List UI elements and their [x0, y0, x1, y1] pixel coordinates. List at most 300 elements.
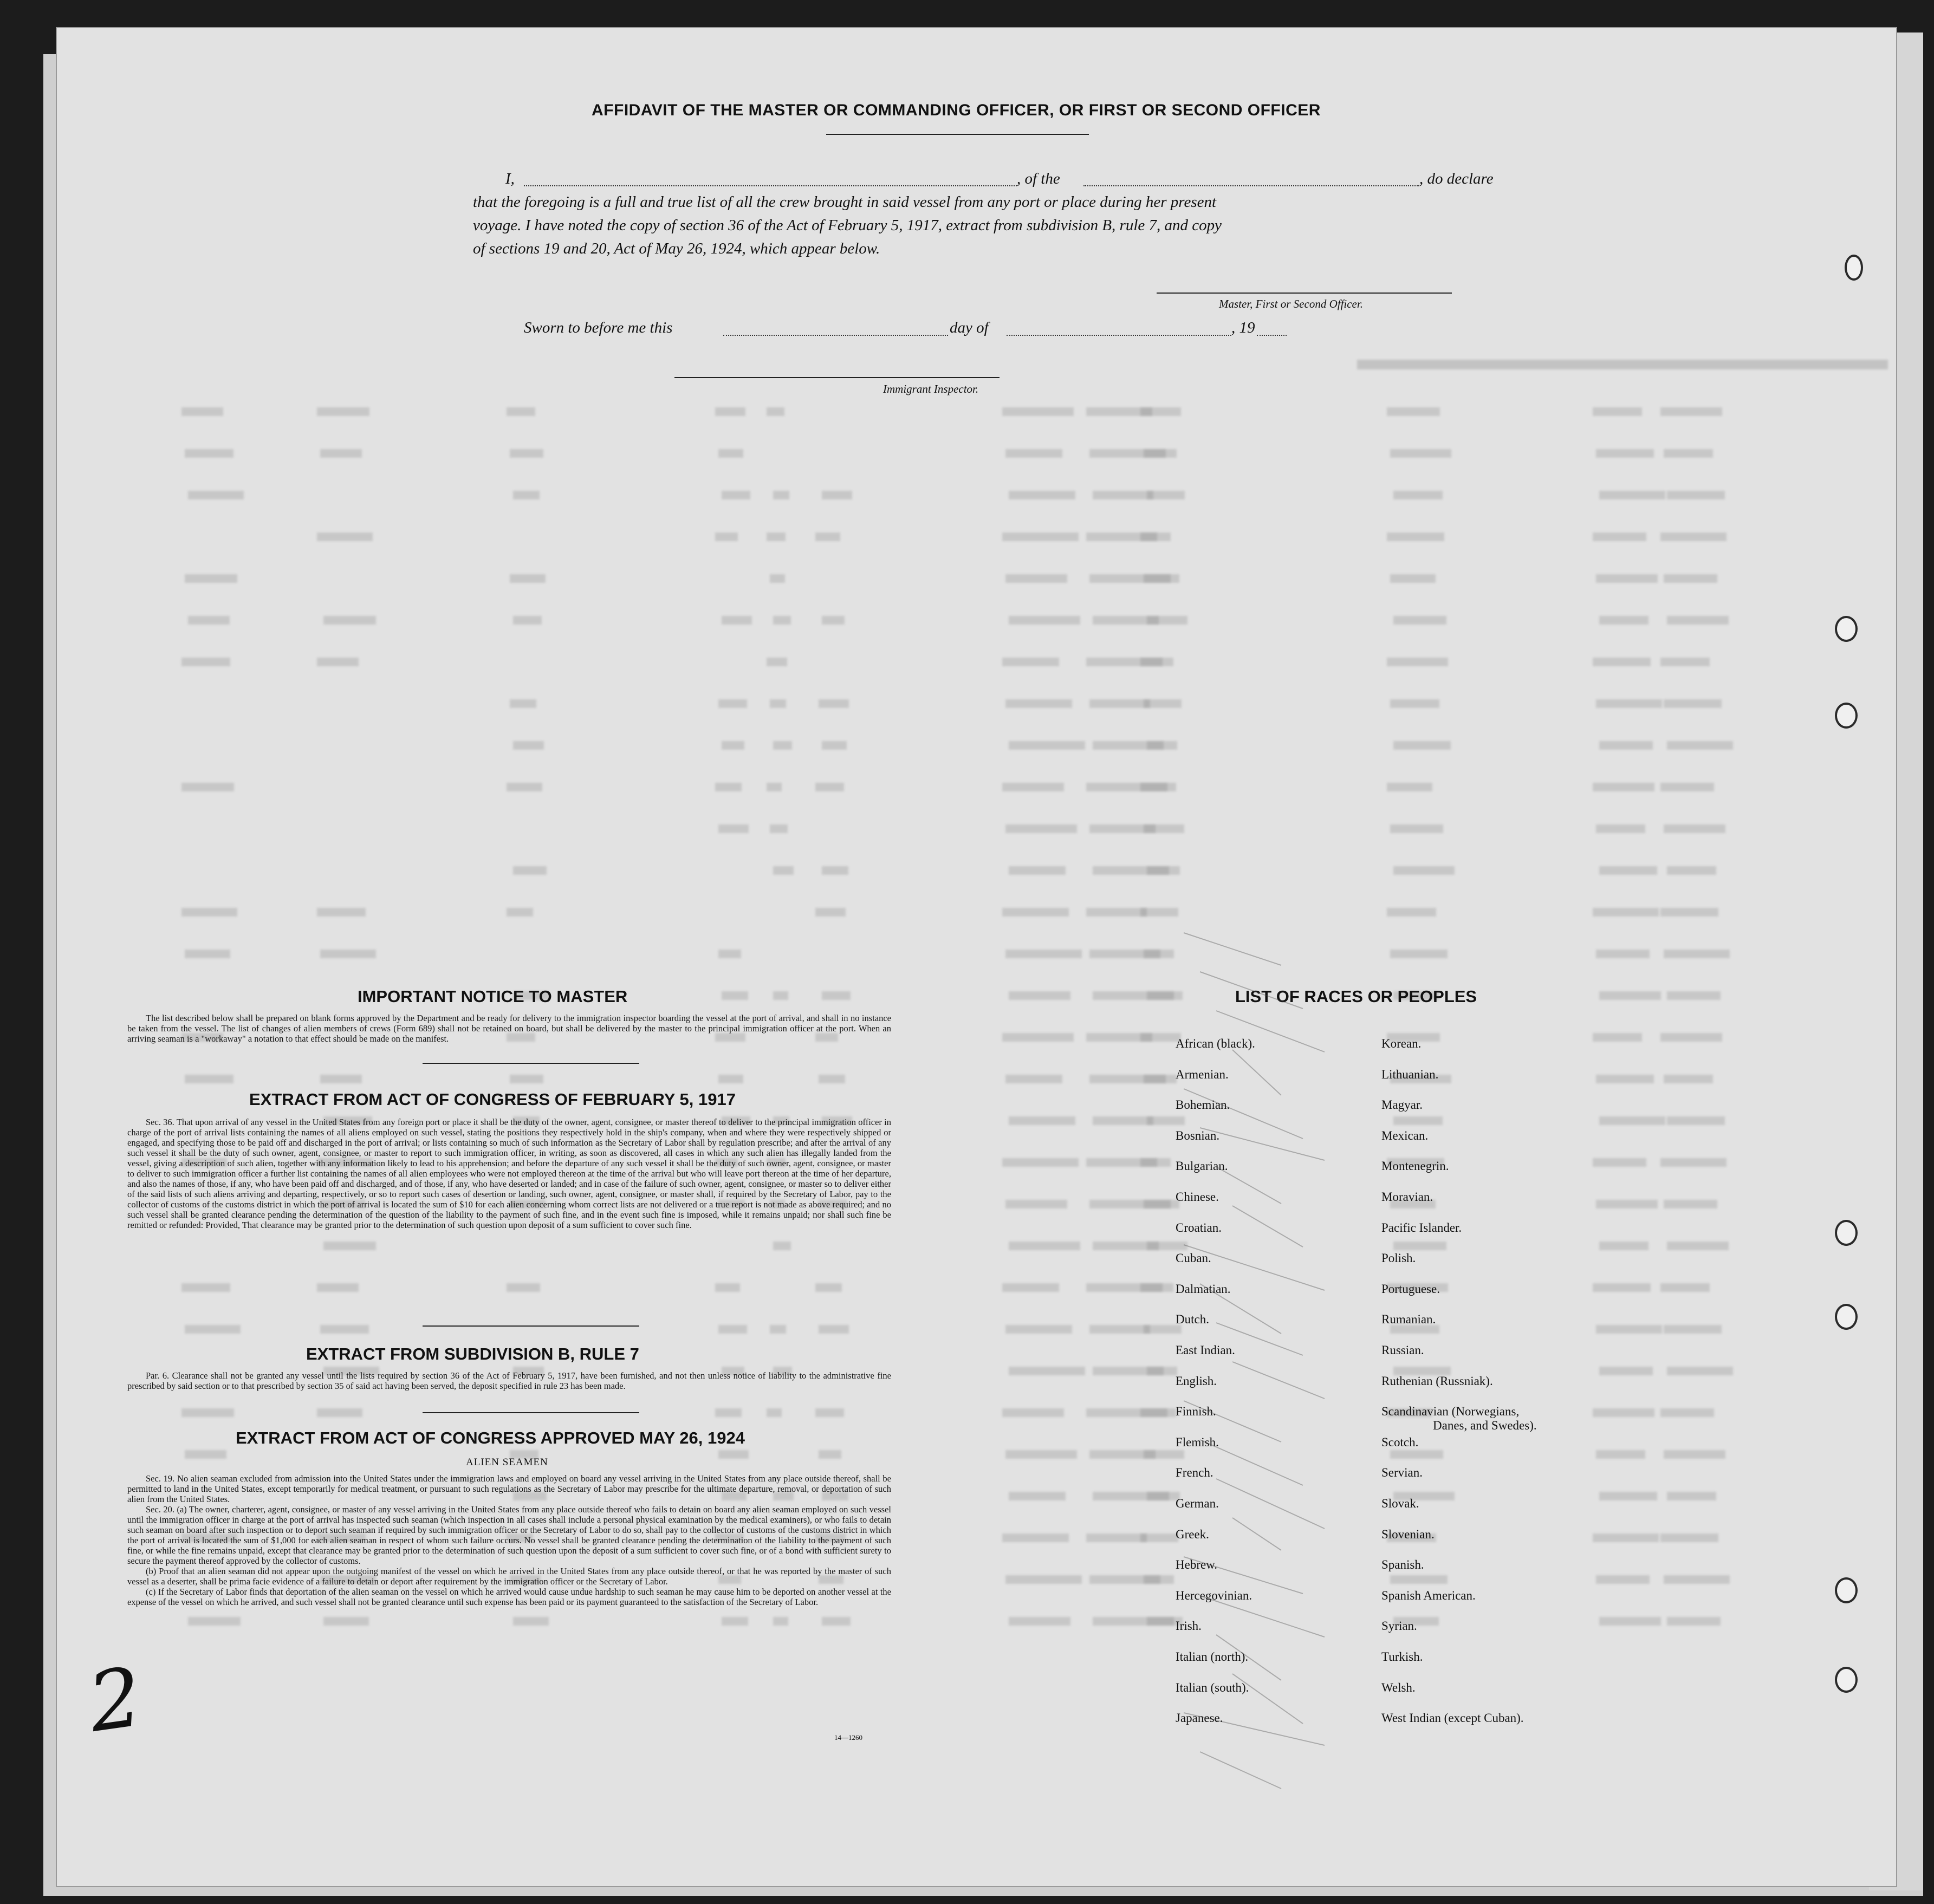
sec-20c-paragraph: (c) If the Secretary of Labor finds that deportation of the alien seaman on the vessel on which he arrived would cause undue hardship to such seaman he may cause him to be deported on another vessel at the expense of the vessel on which he arrived, and such vessel shall not be granted clearance until such expense has been paid or its payment guaranteed to the satisfaction of the Secretary of Labor.: [127, 1587, 891, 1607]
bleed-through-mark: [320, 1325, 369, 1334]
bleed-through-mark: [185, 1450, 226, 1459]
race-item: West Indian (except Cuban).: [1381, 1711, 1524, 1725]
bleed-through-mark: [1599, 616, 1649, 625]
bleed-through-mark: [822, 491, 852, 499]
year-label: , 19: [1231, 319, 1255, 336]
bleed-through-mark: [1593, 1283, 1651, 1292]
bleed-through-mark: [1596, 574, 1658, 583]
alien-seamen-subtitle: ALIEN SEAMEN: [466, 1457, 548, 1468]
race-item: Spanish.: [1381, 1558, 1424, 1572]
punch-hole: [1835, 1667, 1858, 1693]
bleed-through-mark: [1387, 532, 1444, 541]
bleed-through-mark: [188, 1617, 241, 1626]
bleed-through-mark: [1660, 908, 1718, 917]
sworn-month-blank[interactable]: [1007, 335, 1231, 336]
bleed-through-mark: [1596, 1450, 1645, 1459]
bleed-through-mark: [773, 741, 792, 750]
bleed-through-mark: [317, 658, 359, 666]
bleed-through-mark: [1599, 741, 1653, 750]
extract-1924-body: [127, 1473, 891, 1607]
title-underline: [826, 134, 1089, 135]
pencil-stroke: [1232, 1206, 1303, 1247]
bleed-through-mark: [317, 1408, 362, 1417]
bleed-through-mark: [1093, 491, 1153, 499]
bleed-through-mark: [815, 1408, 844, 1417]
bleed-through-mark: [323, 616, 376, 625]
bleed-through-mark: [718, 824, 749, 833]
bleed-through-mark: [1599, 491, 1665, 499]
bleed-through-mark: [715, 1283, 740, 1292]
race-item: Montenegrin.: [1381, 1159, 1449, 1173]
bleed-through-mark: [188, 491, 244, 499]
bleed-through-mark: [1387, 908, 1436, 917]
bleed-through-mark: [1667, 741, 1733, 750]
bleed-through-mark: [510, 574, 546, 583]
bleed-through-mark: [507, 908, 533, 917]
pencil-stroke: [1184, 933, 1281, 965]
race-item: German.: [1176, 1497, 1219, 1510]
pencil-stroke: [1200, 1752, 1281, 1789]
race-item: Bosnian.: [1176, 1128, 1220, 1142]
bleed-through-mark: [1086, 908, 1147, 917]
pencil-stroke: [1216, 1011, 1325, 1052]
race-item: Croatian.: [1176, 1220, 1222, 1234]
race-item: Welsh.: [1381, 1680, 1416, 1694]
bleed-through-mark: [715, 1408, 742, 1417]
section-divider: [423, 1325, 639, 1327]
bleed-through-mark: [1599, 866, 1657, 875]
race-item: Polish.: [1381, 1251, 1416, 1265]
signature-line[interactable]: [1157, 293, 1452, 294]
race-item: Bohemian.: [1176, 1098, 1230, 1112]
rule-7-title: EXTRACT FROM SUBDIVISION B, RULE 7: [306, 1344, 639, 1363]
bleed-through-mark: [1667, 866, 1716, 875]
race-item: Portuguese.: [1381, 1282, 1440, 1296]
bleed-through-mark: [822, 991, 851, 1000]
bleed-through-mark: [185, 1325, 241, 1334]
bleed-through-mark: [1596, 1200, 1658, 1208]
pencil-stroke: [1200, 1596, 1325, 1637]
bleed-through-mark: [1660, 532, 1727, 541]
bleed-through-mark: [773, 866, 794, 875]
bleed-through-mark: [181, 908, 237, 917]
bleed-through-mark: [1002, 658, 1059, 666]
bleed-through-mark: [510, 449, 543, 458]
bleed-through-mark: [507, 1283, 540, 1292]
bleed-through-mark: [1390, 824, 1443, 833]
par-6-paragraph: Par. 6. Clearance shall not be granted any vessel until the lists required by section 36 of the Act of February 5, 1917, have been furnished, and not then unless notice of liability to the administrative fine prescribed by said section or to that prescribed by section 35 of said act having been served, the deposit specified in rule 23 has been made.: [127, 1370, 891, 1391]
affidavit-line-4: of sections 19 and 20, Act of May 26, 1924, which appear below.: [473, 240, 880, 257]
bleed-through-mark: [715, 783, 742, 791]
punch-hole: [1835, 1304, 1858, 1330]
sec-20a-paragraph: Sec. 20. (a) The owner, charterer, agent, consignee, or master of any vessel arriving in the United States from any place outside thereof who fails to detain on board any alien seaman employed on such vessel until the immigration officer in charge at the port of arrival has inspected such seaman (which inspection in all cases shall include a personal physical examination by the medical examiners), or who fails to detain such seaman on board after such inspection or to deport such seaman if required by such immigration officer or the Secretary of Labor to do so, shall pay to the collector of customs of the customs district in which the port of arrival is located the sum of $1,000 for each alien seaman in respect of whom such failure occurs. No vessel shall be granted clearance pending the determination of the liability to the payment of such fine, or while the fine remains unpaid, except that clearance may be granted prior to the determination of such question upon the deposit of a sum sufficient to cover such fine, or of a bond with sufficient surety to secure the payment thereof approved by the collector of customs.: [127, 1504, 891, 1566]
bleed-through-mark: [1664, 449, 1713, 458]
bleed-through-mark: [1002, 407, 1074, 416]
bleed-through-mark: [513, 491, 540, 499]
race-item: Turkish.: [1381, 1650, 1423, 1663]
bleed-through-mark: [188, 616, 230, 625]
vessel-blank[interactable]: [1083, 185, 1419, 186]
bleed-through-mark: [1144, 824, 1184, 833]
race-item: Hercegovinian.: [1176, 1588, 1252, 1602]
bleed-through-mark: [1593, 1158, 1646, 1167]
bleed-through-mark: [1660, 658, 1710, 666]
bleed-through-mark: [1664, 1200, 1717, 1208]
bleed-through-mark: [320, 1075, 362, 1083]
affidavit-line-2: that the foregoing is a full and true list of all the crew brought in said vessel from any port or place during her present: [473, 193, 1217, 211]
pencil-stroke: [1200, 1128, 1325, 1160]
bleed-through-mark: [1664, 1325, 1722, 1334]
race-item: Japanese.: [1176, 1711, 1223, 1725]
affidavit-do-declare: , do declare: [1419, 170, 1494, 187]
affidavit-title: AFFIDAVIT OF THE MASTER OR COMMANDING OFFICER, OR FIRST OR SECOND OFFICER: [592, 101, 1321, 119]
races-title: LIST OF RACES OR PEOPLES: [1235, 987, 1477, 1006]
bleed-through-mark: [1599, 1242, 1649, 1250]
inspector-caption: Immigrant Inspector.: [883, 382, 979, 395]
bleed-through-mark: [1667, 616, 1729, 625]
bleed-through-mark: [1390, 574, 1436, 583]
bleed-through-mark: [1660, 1408, 1714, 1417]
pencil-stroke: [1184, 1401, 1281, 1442]
bleed-through-mark: [1660, 1158, 1727, 1167]
bleed-through-mark: [1002, 908, 1069, 917]
bleed-through-mark: [1664, 574, 1717, 583]
bleed-through-mark: [718, 1325, 747, 1334]
bleed-through-mark: [1593, 1033, 1642, 1042]
affidavit-of-the-label: , of the: [1017, 170, 1060, 187]
pencil-stroke: [1216, 1635, 1281, 1680]
bleed-through-mark: [317, 407, 369, 416]
bleed-through-mark: [1599, 1116, 1665, 1125]
bleed-through-mark: [819, 1075, 845, 1083]
bleed-through-mark: [1667, 991, 1721, 1000]
race-item: Moravian.: [1381, 1190, 1433, 1204]
bleed-through-mark: [185, 574, 237, 583]
bleed-through-mark: [822, 741, 847, 750]
bleed-through-mark: [1357, 360, 1888, 369]
bleed-through-mark: [1593, 783, 1654, 791]
bleed-through-mark: [513, 616, 542, 625]
bleed-through-mark: [1593, 532, 1646, 541]
pencil-stroke: [1184, 1557, 1303, 1594]
bleed-through-mark: [773, 1242, 791, 1250]
pencil-stroke: [1200, 1284, 1281, 1334]
race-item: Russian.: [1381, 1343, 1424, 1357]
bleed-through-mark: [1009, 491, 1075, 499]
bleed-through-mark: [1005, 824, 1077, 833]
race-item: Hebrew.: [1176, 1558, 1218, 1572]
pencil-marks: [978, 922, 1438, 1816]
bleed-through-mark: [1596, 1575, 1650, 1584]
race-item: Cuban.: [1176, 1251, 1211, 1265]
bleed-through-mark: [1002, 532, 1079, 541]
bleed-through-mark: [185, 449, 233, 458]
bleed-through-mark: [773, 491, 789, 499]
section-divider: [423, 1063, 639, 1064]
bleed-through-mark: [1147, 866, 1180, 875]
affidavit-i-label: I,: [505, 170, 515, 187]
race-item: Scandinavian (Norwegians, Danes, and Swedes).: [1381, 1405, 1537, 1433]
extract-1924-title: EXTRACT FROM ACT OF CONGRESS APPROVED MAY 26, 1924: [236, 1428, 745, 1447]
bleed-through-mark: [1393, 491, 1443, 499]
bleed-through-mark: [317, 532, 373, 541]
sworn-year-blank[interactable]: [1257, 335, 1287, 336]
bleed-through-mark: [513, 866, 547, 875]
bleed-through-mark: [513, 1617, 549, 1626]
pencil-stroke: [1216, 1323, 1303, 1355]
bleed-through-mark: [1593, 908, 1659, 917]
extract-1917-body: [127, 1117, 891, 1230]
race-item: Dalmatian.: [1176, 1282, 1231, 1296]
bleed-through-mark: [1599, 1367, 1653, 1375]
bleed-through-mark: [722, 741, 744, 750]
bleed-through-mark: [1593, 658, 1651, 666]
notice-title: IMPORTANT NOTICE TO MASTER: [358, 987, 628, 1006]
margin-handwritten-number: 2: [83, 1650, 148, 1751]
bleed-through-mark: [1390, 699, 1439, 708]
bleed-through-mark: [1596, 1075, 1654, 1083]
bleed-through-mark: [1393, 741, 1451, 750]
bleed-through-mark: [815, 908, 846, 917]
pencil-stroke: [1232, 1518, 1281, 1550]
bleed-through-mark: [1005, 699, 1072, 708]
race-item: French.: [1176, 1466, 1213, 1480]
rule-7-body: [127, 1370, 891, 1391]
race-item: English.: [1176, 1374, 1217, 1388]
race-item: Korean.: [1381, 1037, 1422, 1050]
race-item: Finnish.: [1176, 1405, 1216, 1419]
pencil-stroke: [1184, 1713, 1325, 1745]
signature-caption: Master, First or Second Officer.: [1219, 297, 1363, 310]
bleed-through-mark: [1664, 699, 1722, 708]
pencil-stroke: [1232, 1050, 1281, 1095]
bleed-through-mark: [819, 699, 849, 708]
bleed-through-mark: [819, 1325, 849, 1334]
bleed-through-mark: [1009, 741, 1085, 750]
punch-hole: [1845, 255, 1863, 281]
bleed-through-mark: [317, 908, 366, 917]
bleed-through-mark: [767, 1408, 782, 1417]
bleed-through-mark: [822, 866, 848, 875]
sworn-label: Sworn to before me this: [524, 319, 673, 336]
bleed-through-mark: [1660, 1533, 1718, 1542]
bleed-through-mark: [1089, 699, 1150, 708]
sec-36-paragraph: Sec. 36. That upon arrival of any vessel in the United States from any foreign port or place it shall be the duty of the owner, agent, consignee, or master thereof to deliver to the principal immigration officer in charge of the port of arrival lists containing the names of all aliens employed on such vessel, stating the positions they respectively hold in the ship's company, when and where they were respectively shipped or engaged, and specifying those to be paid off and discharged in the port of arrival; or lists containing so much of such information as the Secretary of Labor shall by regulation prescribe; and after the arrival of any such vessel it shall be the duty of such owner, agent, consignee, or master to report to such immigration officer, in writing, as soon as discovered, all cases in which any such alien has illegally landed from the vessel, giving a description of such alien, together with any information likely to lead to his apprehension; and before the departure of any such vessel it shall be the duty of such owner, agent, consignee, or master to deliver to such immigration officer a further list containing the names of all alien employees who were not employed thereon at the time of the arrival but who will leave port thereon at the time of her departure, and also the names of those, if any, who have been paid off and discharged, and of those, if any, who have deserted or landed; and in case of the failure of such owner, agent, consignee, or master so to deliver either of the said lists of such aliens arriving and departing, respectively, or so to report such cases of desertion or landing, such owner, agent, consignee, or master shall, if required by the Secretary of Labor, pay to the collector of customs of the customs district in which the port of arrival is located the sum of $10 for each alien concerning whom correct lists are not delivered or a true report is not made as above required; and no such vessel shall be granted clearance pending the determination of the question of the liability to the payment of such fine, and in the event such fine is imposed, while it remains unpaid; nor shall such fine be remitted or refunded: Provided, That clearance may be granted prior to the determination of such question upon deposit of a sum sufficient to cover such fine.: [127, 1117, 891, 1230]
bleed-through-mark: [718, 1450, 749, 1459]
pencil-stroke: [1216, 1167, 1281, 1204]
bleed-through-mark: [718, 449, 743, 458]
bleed-through-mark: [722, 491, 750, 499]
race-item: Bulgarian.: [1176, 1159, 1228, 1173]
bleed-through-mark: [815, 532, 840, 541]
bleed-through-mark: [822, 1617, 851, 1626]
bleed-through-mark: [718, 699, 747, 708]
bleed-through-mark: [320, 449, 362, 458]
pencil-stroke: [1184, 1245, 1325, 1290]
bleed-through-mark: [1144, 574, 1179, 583]
bleed-through-mark: [510, 1075, 543, 1083]
race-item: Italian (north).: [1176, 1650, 1249, 1663]
race-item: Scotch.: [1381, 1435, 1419, 1449]
race-item: Pacific Islander.: [1381, 1220, 1462, 1234]
race-item: Mexican.: [1381, 1128, 1429, 1142]
bleed-through-mark: [1667, 491, 1725, 499]
affidavit-line-3: voyage. I have noted the copy of section 36 of the Act of February 5, 1917, extract from subdivision B, rule 7, and copy: [473, 217, 1222, 234]
bleed-through-mark: [715, 407, 745, 416]
race-item: Slovak.: [1381, 1497, 1419, 1510]
race-item: Syrian.: [1381, 1619, 1417, 1633]
bleed-through-mark: [185, 1075, 233, 1083]
bleed-through-mark: [722, 1617, 748, 1626]
bleed-through-mark: [317, 1283, 359, 1292]
bleed-through-mark: [1593, 1533, 1659, 1542]
bleed-through-mark: [773, 1617, 788, 1626]
bleed-through-mark: [767, 783, 782, 791]
bleed-through-mark: [1390, 449, 1451, 458]
bleed-through-mark: [1664, 1575, 1730, 1584]
extract-1917-title: EXTRACT FROM ACT OF CONGRESS OF FEBRUARY 5, 1917: [249, 1090, 736, 1109]
bleed-through-mark: [1140, 407, 1181, 416]
bleed-through-mark: [1002, 783, 1064, 791]
bleed-through-mark: [1387, 407, 1440, 416]
bleed-through-mark: [1593, 407, 1642, 416]
bleed-through-mark: [185, 950, 230, 958]
bleed-through-mark: [773, 991, 788, 1000]
bleed-through-mark: [1393, 616, 1446, 625]
bleed-through-mark: [181, 1283, 230, 1292]
bleed-through-mark: [770, 574, 785, 583]
bleed-through-mark: [1599, 1492, 1657, 1500]
pencil-stroke: [1184, 1089, 1303, 1139]
bleed-through-mark: [1596, 699, 1662, 708]
bleed-through-mark: [1140, 908, 1178, 917]
bleed-through-mark: [718, 1075, 743, 1083]
sec-19-paragraph: Sec. 19. No alien seaman excluded from admission into the United States under the immigration laws and employed on board any vessel arriving in the United States from any place outside thereof, shall be permitted to land in the United States, except temporarily for medical treatment, or pursuant to such regulations as the Secretary of Labor may prescribe for the ultimate departure, removal, or deportation of such alien from the United States.: [127, 1473, 891, 1504]
notice-body: [127, 1013, 891, 1044]
bleed-through-mark: [513, 741, 544, 750]
bleed-through-mark: [1144, 449, 1177, 458]
bleed-through-mark: [770, 699, 786, 708]
race-item: Spanish American.: [1381, 1588, 1476, 1602]
punch-hole: [1835, 703, 1858, 729]
bleed-through-mark: [323, 1242, 376, 1250]
bleed-through-mark: [773, 616, 791, 625]
sec-20b-paragraph: (b) Proof that an alien seaman did not appear upon the outgoing manifest of the vessel on which he arrived in the United States from any place outside thereof, or that he was reported by the master of such vessel as a deserter, shall be prima facie evidence of a failure to detain or deport after requirement by the immigration officer or the Secretary of Labor.: [127, 1566, 891, 1587]
race-item: Irish.: [1176, 1619, 1202, 1633]
bleed-through-mark: [1660, 407, 1722, 416]
form-number: 14—1260: [834, 1733, 862, 1741]
bleed-through-mark: [1387, 783, 1432, 791]
bleed-through-mark: [181, 1408, 234, 1417]
bleed-through-mark: [715, 532, 738, 541]
race-item: Chinese.: [1176, 1190, 1219, 1204]
race-item: Dutch.: [1176, 1312, 1209, 1327]
bleed-through-mark: [1599, 1617, 1661, 1626]
bleed-through-mark: [1147, 741, 1177, 750]
inspector-signature-line[interactable]: [674, 377, 1000, 378]
bleed-through-mark: [1596, 449, 1654, 458]
race-item: Greek.: [1176, 1527, 1209, 1541]
bleed-through-mark: [1667, 1367, 1733, 1375]
race-item: Slovenian.: [1381, 1527, 1435, 1541]
name-blank[interactable]: [524, 185, 1017, 186]
bleed-through-mark: [181, 658, 230, 666]
bleed-through-mark: [1664, 1450, 1725, 1459]
sworn-day-blank[interactable]: [723, 335, 948, 336]
bleed-through-mark: [1140, 658, 1173, 666]
punch-hole: [1835, 1220, 1858, 1246]
race-item: Rumanian.: [1381, 1312, 1436, 1327]
bleed-through-mark: [181, 783, 234, 791]
pencil-stroke: [1216, 1479, 1325, 1529]
bleed-through-mark: [1147, 616, 1187, 625]
bleed-through-mark: [815, 783, 844, 791]
pencil-stroke: [1200, 972, 1303, 1009]
bleed-through-mark: [1596, 1325, 1662, 1334]
race-item: Flemish.: [1176, 1435, 1219, 1449]
bleed-through-mark: [510, 699, 536, 708]
bleed-through-mark: [1599, 991, 1661, 1000]
bleed-through-mark: [1393, 866, 1455, 875]
bleed-through-mark: [1144, 699, 1182, 708]
bleed-through-mark: [1667, 1242, 1729, 1250]
pencil-stroke: [1200, 1440, 1303, 1485]
bleed-through-mark: [1140, 783, 1176, 791]
punch-hole: [1835, 1577, 1858, 1603]
bleed-through-mark: [718, 950, 741, 958]
bleed-through-mark: [770, 1325, 786, 1334]
bleed-through-mark: [767, 407, 784, 416]
document-page: [57, 28, 1896, 1886]
bleed-through-mark: [815, 1283, 842, 1292]
bleed-through-mark: [1664, 950, 1730, 958]
bleed-through-mark: [1667, 1116, 1725, 1125]
bleed-through-mark: [1387, 658, 1448, 666]
race-item: Servian.: [1381, 1466, 1423, 1480]
bleed-through-mark: [1660, 1283, 1710, 1292]
race-item: Italian (south).: [1176, 1680, 1249, 1694]
race-item: East Indian.: [1176, 1343, 1235, 1357]
bleed-through-mark: [1147, 491, 1185, 499]
pencil-stroke: [1232, 1362, 1325, 1399]
race-item: Magyar.: [1381, 1098, 1423, 1112]
bleed-through-mark: [1596, 950, 1650, 958]
bleed-through-mark: [507, 783, 542, 791]
bleed-through-mark: [1005, 449, 1062, 458]
bleed-through-mark: [320, 950, 376, 958]
bleed-through-mark: [770, 824, 788, 833]
bleed-through-mark: [1667, 1617, 1721, 1626]
pencil-stroke: [1232, 1674, 1303, 1724]
section-divider: [423, 1412, 639, 1413]
bleed-through-mark: [1660, 1033, 1722, 1042]
race-item: African (black).: [1176, 1037, 1255, 1050]
bleed-through-mark: [822, 616, 845, 625]
notice-paragraph: The list described below shall be prepared on blank forms approved by the Department and be ready for delivery to the immigration inspector boarding the vessel at the port of arrival, and shall in no instance be taken from the vessel. The list of changes of alien members of crews (Form 689) shall not be retained on board, but shall be delivered by the master to the principal immigration officer at the port. When an arriving seaman is a "workaway" a notation to that effect should be made on the manifest.: [127, 1013, 891, 1044]
race-item: Armenian.: [1176, 1067, 1229, 1081]
bleed-through-mark: [767, 658, 787, 666]
punch-hole: [1835, 616, 1858, 642]
bleed-through-mark: [1667, 1492, 1716, 1500]
bleed-through-mark: [722, 616, 752, 625]
bleed-through-mark: [1664, 1075, 1713, 1083]
bleed-through-mark: [1664, 824, 1725, 833]
bleed-through-mark: [1140, 532, 1171, 541]
bleed-through-mark: [1009, 866, 1066, 875]
bleed-through-mark: [507, 407, 535, 416]
race-item: Ruthenian (Russniak).: [1381, 1374, 1493, 1388]
bleed-through-mark: [1593, 1408, 1654, 1417]
